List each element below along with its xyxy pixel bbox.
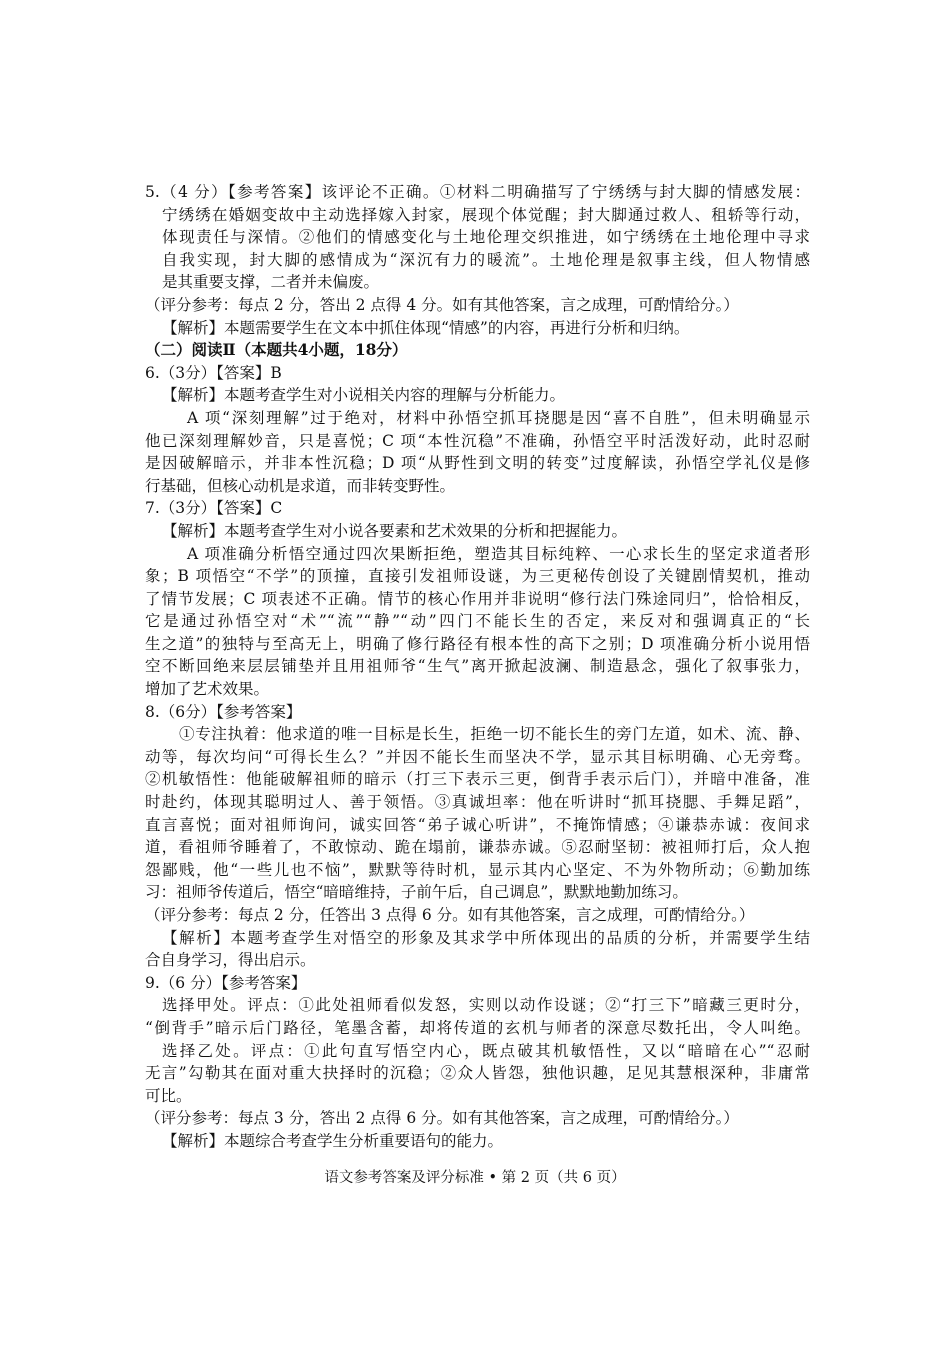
- text-line: 它是通过孙悟空对“术”“流”“静”“动”四门不能长生的否定，来反对和强调真正的“长: [145, 612, 810, 631]
- text-line: 时赴约，体现其聪明过人、善于领悟。③真诚坦率：他在听讲时“抓耳挠腮、手舞足蹈”，: [145, 793, 810, 812]
- text-line: 选择甲处。评点：①此处祖师看似发怒，实则以动作设谜；②“打三下”暗藏三更时分，: [162, 996, 810, 1015]
- text-line: 【解析】本题考查学生对小说各要素和艺术效果的分析和把握能力。: [162, 521, 628, 540]
- text-line: 【解析】本题考查学生对悟空的形象及其求学中所体现出的品质的分析，并需要学生结: [162, 928, 810, 947]
- text-line: ②机敏悟性：他能破解祖师的暗示（打三下表示三更，倒背手表示后门），并暗中准备，准: [145, 770, 810, 789]
- text-line: 是其重要支撑，二者并未偏废。: [162, 273, 380, 292]
- text-line: 合自身学习，得出启示。: [145, 951, 316, 970]
- text-line: 习：祖师爷传道后，悟空“暗暗维持，子前午后，自己调息”，默默地勤加练习。: [145, 883, 688, 902]
- text-line: 自我实现，封大脚的感情成为“深沉有力的暖流”。土地伦理是叙事主线，但人物情感: [162, 250, 810, 269]
- text-line: A 项“深刻理解”过于绝对，材料中孙悟空抓耳挠腮是因“喜不自胜”，但未明确显示: [187, 408, 810, 427]
- text-line: A 项准确分析悟空通过四次果断拒绝，塑造其目标纯粹、一心求长生的坚定求道者形: [187, 544, 810, 563]
- text-line: 增加了艺术效果。: [145, 680, 270, 699]
- answer-key-body: [145, 181, 810, 1153]
- text-line: 【解析】本题需要学生在文本中抓住体现“情感”的内容，再进行分析和归纳。: [162, 318, 690, 337]
- text-line: （评分参考：每点 2 分，任答出 3 点得 6 分。如有其他答案，言之成理，可酌情给分。）: [145, 906, 755, 924]
- text-line: 【解析】本题考查学生对小说相关内容的理解与分析能力。: [162, 386, 566, 405]
- text-line: 生之道”的独特与至高无上，明确了修行路径有根本性的高下之别；D 项准确分析小说用悟: [145, 634, 810, 653]
- text-line: 5.（4 分）【参考答案】该评论不正确。①材料二明确描写了宁绣绣与封大脚的情感发展：: [145, 183, 810, 201]
- text-line: 空不断回绝来层层铺垫并且用祖师爷“生气”离开掀起波澜、制造悬念，强化了叙事张力，: [145, 657, 810, 676]
- text-line: 象；B 项悟空“不学”的顶撞，直接引发祖师设谜，为三更秘传创设了关键剧情契机，推动: [145, 567, 810, 586]
- text-line: “倒背手”暗示后门路径，笔墨含蓄，却将传道的玄机与师者的深意尽数托出，令人叫绝。: [145, 1018, 810, 1037]
- text-line: 道，看祖师爷睡着了，不敢惊动、跪在塌前，谦恭赤诚。⑤忍耐坚韧：被祖师打后，众人抱: [145, 838, 810, 857]
- text-line: 是因破解暗示，并非本性沉稳；D 项“从野性到文明的转变”过度解读，孙悟空学礼仪是修: [145, 454, 810, 473]
- text-line: 怨鄙贱，他“一些儿也不恼”，默默等待时机，显示其内心坚定、不为外物所动；⑥勤加练: [145, 860, 810, 879]
- text-line: （评分参考：每点 3 分，答出 2 点得 6 分。如有其他答案，言之成理，可酌情给分。）: [145, 1109, 739, 1128]
- text-line: 【解析】本题综合考查学生分析重要语句的能力。: [162, 1131, 504, 1150]
- text-line: 动等，每次均问“可得长生么？”并因不能长生而坚决不学，显示其目标明确、心无旁骛。: [145, 747, 810, 766]
- text-line: （评分参考：每点 2 分，答出 2 点得 4 分。如有其他答案，言之成理，可酌情给分。）: [145, 295, 739, 314]
- text-line: 体现责任与深情。②他们的情感变化与土地伦理交织推进，如宁绣绣在土地伦理中寻求: [162, 228, 810, 247]
- text-line: 9.（6 分）【参考答案】: [145, 973, 307, 992]
- text-line: 可比。: [145, 1086, 192, 1105]
- text-line: 8.（6分）【参考答案】: [145, 702, 302, 721]
- page-footer: 语文参考答案及评分标准 • 第 2 页（共 6 页）: [324, 1170, 626, 1186]
- text-line: 直言喜悦；面对祖师询问，诚实回答“弟子诚心听讲”，不掩饰情感；④谦恭赤诚：夜间求: [145, 815, 810, 834]
- text-line: 无言”勾勒其在面对重大抉择时的沉稳；②众人皆怨，独他识趣，足见其慧根深种，非庸常: [145, 1064, 810, 1083]
- text-line: ①专注执着：他求道的唯一目标是长生，拒绝一切不能长生的旁门左道，如术、流、静、: [179, 725, 810, 744]
- text-line: （二）阅读Ⅱ（本题共4小题，18分）: [145, 340, 408, 360]
- text-line: 6.（3分）【答案】B: [145, 363, 282, 382]
- text-line: 他已深刻理解妙音，只是喜悦；C 项“本性沉稳”不准确，孙悟空平时活泼好动，此时忍耐: [145, 431, 810, 450]
- text-line: 行基础，但核心动机是求道，而非转变野性。: [145, 476, 456, 495]
- text-line: 7.（3分）【答案】C: [145, 499, 283, 518]
- text-line: 宁绣绣在婚姻变故中主动选择嫁入封家，展现个体觉醒；封大脚通过救人、租轿等行动，: [162, 205, 810, 224]
- text-line: 选择乙处。评点：①此句直写悟空内心，既点破其机敏悟性，又以“暗暗在心”“忍耐: [162, 1041, 810, 1060]
- text-line: 了情节发展；C 项表述不正确。情节的核心作用并非说明“修行法门殊途同归”，恰恰相反，: [145, 589, 810, 608]
